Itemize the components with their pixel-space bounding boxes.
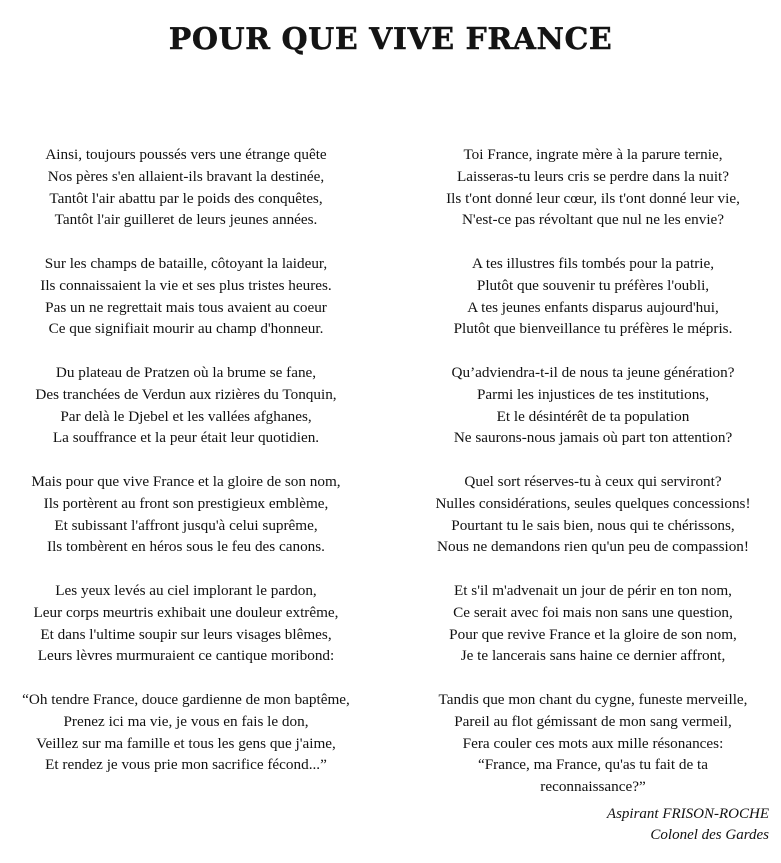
poem-line: Pour que revive France et la gloire de son nom, xyxy=(449,625,737,643)
poem-line: Fera couler ces mots aux mille résonances: xyxy=(462,734,724,752)
poem-line: Par delà le Djebel et les vallées afghanes, xyxy=(60,407,312,425)
poem-line: Plutôt que souvenir tu préfères l'oubli, xyxy=(476,276,710,294)
poem-line: Ils connaissaient la vie et ses plus tristes heures. xyxy=(40,276,332,294)
poem-title: POUR QUE VIVE FRANCE xyxy=(168,22,613,57)
poem-line: Ce que signifiait mourir au champ d'honneur. xyxy=(48,320,324,338)
poem-line: Leur corps meurtris exhibait une douleur extrême, xyxy=(33,603,339,621)
stanza xyxy=(410,580,776,667)
poem-line: Je te lancerais sans haine ce dernier affront, xyxy=(460,647,726,665)
stanza xyxy=(6,580,366,667)
poem-line: Tantôt l'air guilleret de leurs jeunes années. xyxy=(54,211,318,229)
poem-line: Et dans l'ultime soupir sur leurs visages blêmes, xyxy=(40,625,332,643)
stanza xyxy=(410,689,776,798)
poem-line: Du plateau de Pratzen où la brume se fane, xyxy=(55,363,317,381)
poem-line: Des tranchées de Verdun aux rizières du Tonquin, xyxy=(35,385,337,403)
poem-line: Les yeux levés au ciel implorant le pardon, xyxy=(55,581,317,599)
stanza xyxy=(410,362,776,449)
poem-line: Ne saurons-nous jamais où part ton attention? xyxy=(453,429,733,447)
stanza xyxy=(6,253,366,340)
poem-line: Et rendez je vous prie mon sacrifice fécond...” xyxy=(45,756,327,774)
author-rank: Colonel des Gardes xyxy=(650,827,769,843)
stanza xyxy=(410,253,776,340)
poem-line: Ils t'ont donné leur cœur, ils t'ont donné leur vie, xyxy=(446,189,740,207)
poem-line: Plutôt que bienveillance tu préfères le mépris. xyxy=(453,320,733,338)
poem-line: Pareil au flot gémissant de mon sang vermeil, xyxy=(454,712,732,730)
poem-line: “Oh tendre France, douce gardienne de mon baptême, xyxy=(22,690,350,708)
poem-line: Laisseras-tu leurs cris se perdre dans la nuit? xyxy=(456,167,729,185)
poem-line: Sur les champs de bataille, côtoyant la laideur, xyxy=(44,254,328,272)
poem-line: La souffrance et la peur était leur quotidien. xyxy=(52,429,320,447)
poem-line: Mais pour que vive France et la gloire de son nom, xyxy=(31,472,341,490)
poem-line: Pas un ne regrettait mais tous avaient au coeur xyxy=(45,298,327,316)
poem-line: A tes illustres fils tombés pour la patrie, xyxy=(471,254,715,272)
stanza xyxy=(6,144,366,231)
stanza xyxy=(6,689,366,776)
stanza xyxy=(410,471,776,558)
poem-line: “France, ma France, qu'as tu fait de ta xyxy=(477,756,709,774)
poem-line: Et s'il m'advenait un jour de périr en ton nom, xyxy=(454,581,732,599)
poem-line: reconnaissance?” xyxy=(540,778,646,796)
stanza xyxy=(6,471,366,558)
poem-line: Et le désintérêt de ta population xyxy=(496,407,690,425)
author-name: Aspirant FRISON-ROCHE xyxy=(606,806,769,822)
poem-line: N'est-ce pas révoltant que nul ne les envie? xyxy=(461,211,725,229)
stanza xyxy=(6,362,366,449)
poem-line: Parmi les injustices de tes institutions, xyxy=(476,385,710,403)
poem-line: Ils tombèrent en héros sous le feu des canons. xyxy=(47,538,325,556)
poem-line: Veillez sur ma famille et tous les gens que j'aime, xyxy=(36,734,336,752)
poem-line: Nous ne demandons rien qu'un peu de compassion! xyxy=(437,538,749,556)
poem-line: Pourtant tu le sais bien, nous qui te chérissons, xyxy=(451,516,735,534)
poem-line: Quel sort réserves-tu à ceux qui serviront? xyxy=(464,472,722,490)
poem-line: Prenez ici ma vie, je vous en fais le don, xyxy=(63,712,309,730)
stanza xyxy=(410,144,776,231)
poem-line: Tandis que mon chant du cygne, funeste merveille, xyxy=(438,690,748,708)
poem-line: Tantôt l'air abattu par le poids des conquêtes, xyxy=(49,189,323,207)
signature xyxy=(607,804,769,846)
left-column xyxy=(6,144,366,798)
poem-line: Ainsi, toujours poussés vers une étrange quête xyxy=(45,146,327,163)
poem-line: Et subissant l'affront jusqu'à celui suprême, xyxy=(54,516,318,534)
poem-line: Toi France, ingrate mère à la parure ternie, xyxy=(463,146,723,163)
poem-line: Nulles considérations, seules quelques concessions! xyxy=(435,494,751,512)
poem-line: Nos pères s'en allaient-ils bravant la destinée, xyxy=(47,167,325,185)
right-column xyxy=(410,144,776,820)
poem-line: Qu’adviendra-t-il de nous ta jeune génération? xyxy=(451,363,735,381)
poem-line: A tes jeunes enfants disparus aujourd'hui, xyxy=(467,298,719,316)
poem-line: Leurs lèvres murmuraient ce cantique moribond: xyxy=(37,647,335,665)
poem-line: Ils portèrent au front son prestigieux emblème, xyxy=(43,494,329,512)
poem-line: Ce serait avec foi mais non sans une question, xyxy=(453,603,733,621)
